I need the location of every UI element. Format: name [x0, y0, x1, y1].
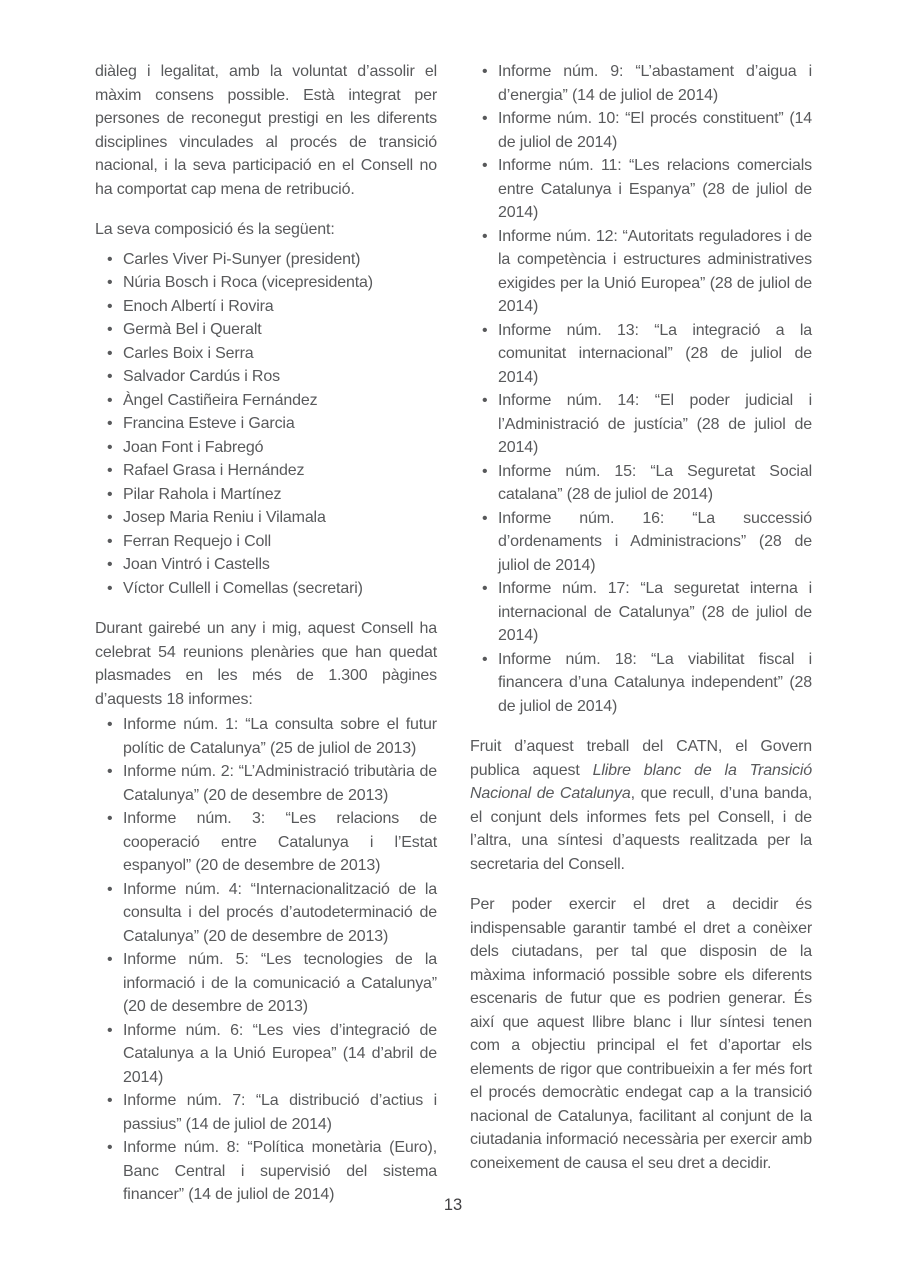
- report-list-item: • Informe núm. 18: “La viabilitat fiscal i financera d’una Catalunya independent” (28 de juliol de 2014): [470, 648, 812, 719]
- reports-list-9-18: [470, 60, 812, 718]
- report-list-item: • Informe núm. 11: “Les relacions comercials entre Catalunya i Espanya” (28 de juliol de 2014): [470, 154, 812, 225]
- report-list-item: • Informe núm. 4: “Internacionalització de la consulta i del procés d’autodeterminació de Catalunya” (20 de desembre de 2013): [95, 878, 437, 949]
- member-list-item: • Núria Bosch i Roca (vicepresidenta): [95, 271, 437, 295]
- reports-intro-paragraph: Durant gairebé un any i mig, aquest Consell ha celebrat 54 reunions plenàries que han quedat plasmades en les més de 1.300 pàgines d’aquests 18 informes:: [95, 620, 437, 708]
- member-list-item: • Carles Viver Pi-Sunyer (president): [95, 248, 437, 272]
- catn-llibre-blanc-paragraph: Fruit d’aquest treball del CATN, el Govern publica aquest Llibre blanc de la Transició Nacional de Catalunya, que recull, d’una banda, el conjunt dels informes fets pel Consell, i de l’altra, una síntesi d’aquests realitzada per la secretaria del Consell.: [470, 738, 813, 873]
- report-list-item: • Informe núm. 14: “El poder judicial i l’Administració de justícia” (28 de juliol de 2014): [470, 389, 812, 460]
- member-list-item: • Salvador Cardús i Ros: [95, 365, 437, 389]
- report-list-item: • Informe núm. 3: “Les relacions de cooperació entre Catalunya i l’Estat espanyol” (20 de desembre de 2013): [95, 807, 437, 878]
- member-list-item: • Pilar Rahola i Martínez: [95, 483, 437, 507]
- member-list-item: • Joan Font i Fabregó: [95, 436, 437, 460]
- report-list-item: • Informe núm. 9: “L’abastament d’aigua i d’energia” (14 de juliol de 2014): [470, 60, 812, 107]
- report-list-item: • Informe núm. 5: “Les tecnologies de la informació i de la comunicació a Catalunya” (20 de desembre de 2013): [95, 948, 437, 1019]
- member-list-item: • Carles Boix i Serra: [95, 342, 437, 366]
- report-list-item: • Informe núm. 7: “La distribució d’actius i passius” (14 de juliol de 2014): [95, 1089, 437, 1136]
- left-column: [95, 60, 437, 1224]
- member-list-item: • Ferran Requejo i Coll: [95, 530, 437, 554]
- intro-paragraph: diàleg i legalitat, amb la voluntat d’assolir el màxim consens possible. Està integrat per persones de reconegut prestigi en les diferents disciplines vinculades al procés de transició nacional, i la seva participació en el Consell no ha comportat cap mena de retribució.: [95, 63, 437, 198]
- reports-list-1-8: [95, 713, 437, 1207]
- report-list-item: • Informe núm. 10: “El procés constituent” (14 de juliol de 2014): [470, 107, 812, 154]
- member-list-item: • Francina Esteve i Garcia: [95, 412, 437, 436]
- composition-heading: La seva composició és la següent:: [95, 221, 335, 238]
- members-list: [95, 248, 437, 601]
- report-list-item: • Informe núm. 8: “Política monetària (Euro), Banc Central i supervisió del sistema financer” (14 de juliol de 2014): [95, 1136, 437, 1207]
- closing-paragraph: Per poder exercir el dret a decidir és indispensable garantir també el dret a conèixer dels ciutadans, per tal que disposin de la màxima informació possible sobre els diferents escenaris de futur que es podrien generar. És així que aquest llibre blanc i llur síntesi tenen com a objectiu principal el fet d’aportar els elements de rigor que contribueixin a fer més fort el procés democràtic endegat cap a la transició nacional de Catalunya, facilitant al conjunt de la ciutadania informació necessària per exercir amb coneixement de causa el seu dret a decidir.: [470, 896, 812, 1172]
- report-list-item: • Informe núm. 13: “La integració a la comunitat internacional” (28 de juliol de 2014): [470, 319, 812, 390]
- member-list-item: • Rafael Grasa i Hernández: [95, 459, 437, 483]
- page-number: 13: [443, 1196, 463, 1214]
- member-list-item: • Joan Vintró i Castells: [95, 553, 437, 577]
- report-list-item: • Informe núm. 2: “L’Administració tributària de Catalunya” (20 de desembre de 2013): [95, 760, 437, 807]
- report-list-item: • Informe núm. 15: “La Seguretat Social catalana” (28 de juliol de 2014): [470, 460, 812, 507]
- report-list-item: • Informe núm. 17: “La seguretat interna i internacional de Catalunya” (28 de juliol de 2014): [470, 577, 812, 648]
- report-list-item: • Informe núm. 6: “Les vies d’integració de Catalunya a la Unió Europea” (14 d’abril de 2014): [95, 1019, 437, 1090]
- member-list-item: • Josep Maria Reniu i Vilamala: [95, 506, 437, 530]
- two-column-layout: [95, 60, 813, 1224]
- right-column: [470, 60, 812, 1224]
- report-list-item: • Informe núm. 12: “Autoritats reguladores i de la competència i estructures administratives exigides per la Unió Europea” (28 de juliol de 2014): [470, 225, 812, 319]
- report-list-item: • Informe núm. 16: “La successió d’ordenaments i Administracions” (28 de juliol de 2014): [470, 507, 812, 578]
- member-list-item: • Germà Bel i Queralt: [95, 318, 437, 342]
- member-list-item: • Àngel Castiñeira Fernández: [95, 389, 437, 413]
- report-list-item: • Informe núm. 1: “La consulta sobre el futur polític de Catalunya” (25 de juliol de 2013): [95, 713, 437, 760]
- member-list-item: • Víctor Cullell i Comellas (secretari): [95, 577, 437, 601]
- member-list-item: • Enoch Albertí i Rovira: [95, 295, 437, 319]
